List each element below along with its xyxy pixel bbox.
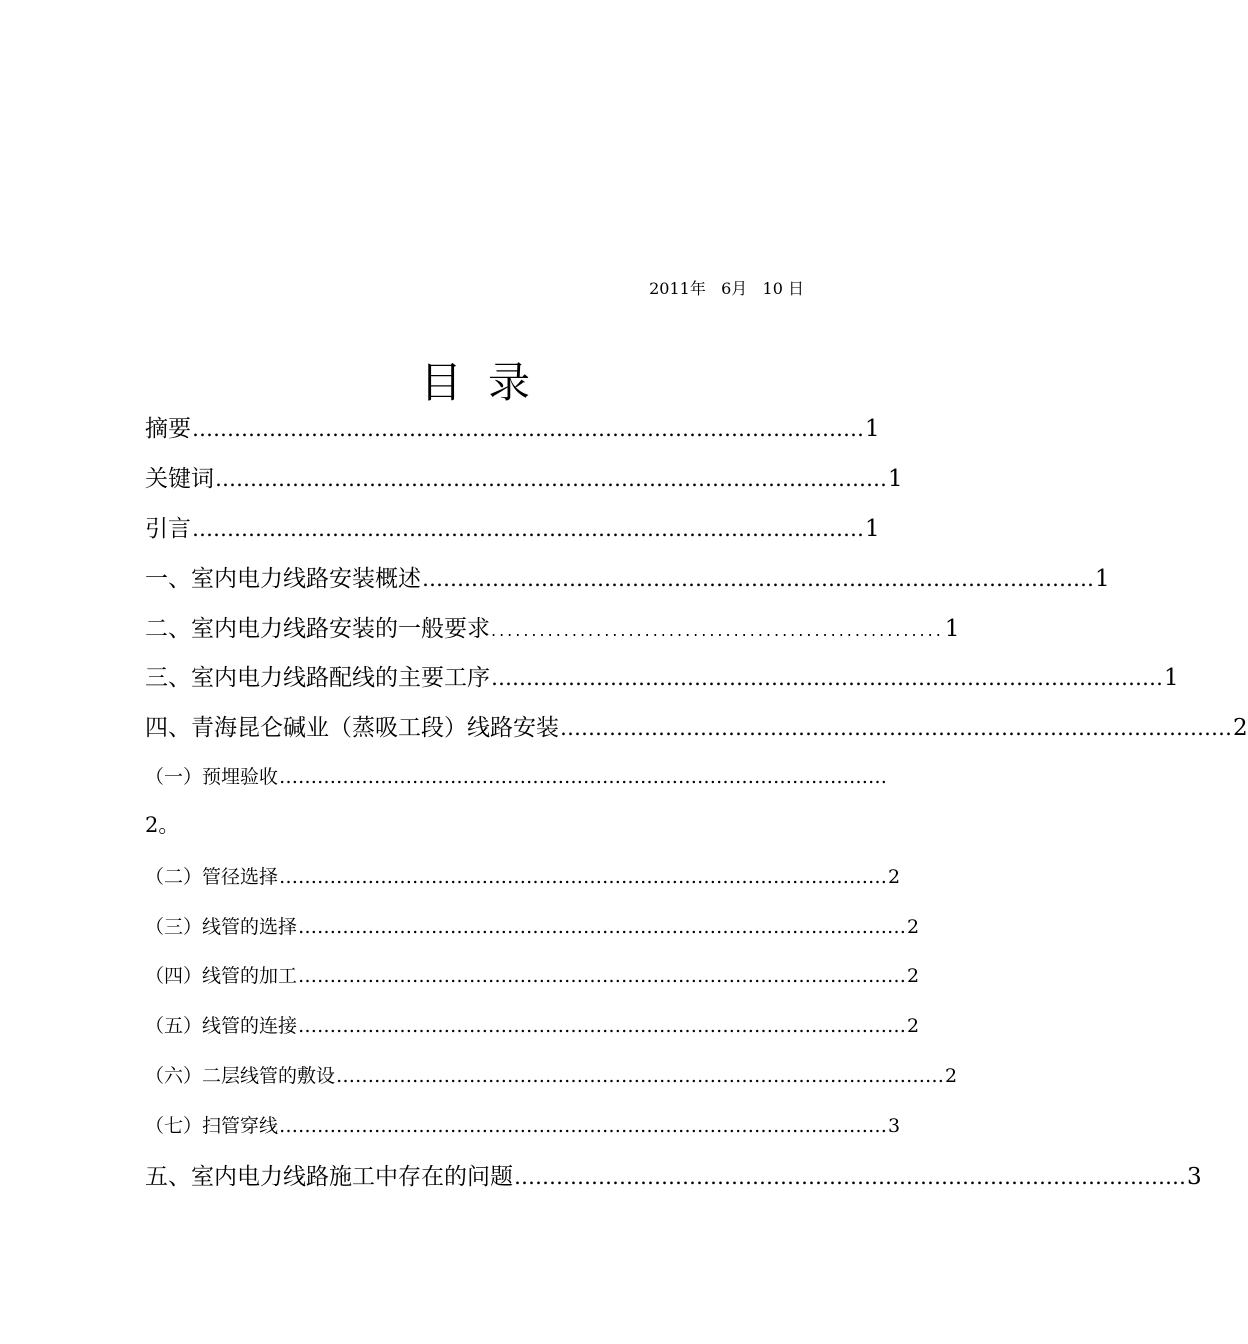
toc-entry-page: 1: [1095, 566, 1110, 592]
toc-entry[interactable]: [145, 709, 1248, 742]
toc-entry-label: 四、青海昆仑碱业（蒸吸工段）线路安装: [145, 715, 559, 741]
document-date: 2011年 6月 10 日: [649, 279, 804, 298]
toc-entry-page: 2: [907, 916, 920, 938]
dot-leader: ……………………………………………………………………………………: [298, 965, 907, 987]
toc-entry-page: 3: [1187, 1164, 1202, 1190]
toc-entry-page: 2: [907, 965, 920, 987]
toc-entry-page: 1: [865, 516, 880, 542]
toc-entry-label: （三）线管的选择: [145, 916, 298, 938]
toc-entry-label: 摘要: [145, 416, 191, 442]
toc-entry-label: （一）预埋验收: [145, 766, 279, 788]
toc-entry-page: 1: [888, 466, 903, 492]
toc-entry-label: （五）线管的连接: [145, 1015, 298, 1037]
toc-entry[interactable]: [145, 961, 920, 988]
dot-leader: ……………………………………………………………………………………: [560, 716, 1232, 740]
toc-entry[interactable]: [145, 1158, 1202, 1191]
toc-entry-page: 3: [888, 1115, 901, 1137]
toc-entry[interactable]: [145, 1111, 901, 1138]
toc-entry[interactable]: [145, 510, 880, 543]
dot-leader: ……………………………………………………………………………………: [279, 1115, 888, 1137]
toc-entry-label: （二）管径选择: [145, 866, 279, 888]
toc-entry[interactable]: [145, 862, 901, 889]
toc-entry[interactable]: [145, 560, 1110, 593]
dot-leader: ……………………………………………………………………………………: [514, 1165, 1186, 1189]
toc-entry[interactable]: [145, 912, 920, 939]
toc-entry-label: 二、室内电力线路安装的一般要求: [145, 616, 490, 642]
dot-leader: ……………………………………………………………………………………: [336, 1065, 945, 1087]
toc-entry[interactable]: [145, 762, 888, 789]
dot-leader: ……………………………………………………………………………………: [215, 467, 887, 491]
toc-entry[interactable]: [145, 610, 960, 643]
toc-entry-label: （六）二层线管的敷设: [145, 1065, 336, 1087]
toc-entry[interactable]: [145, 1011, 920, 1038]
dot-leader: ……………………………………………………………………………………: [192, 417, 864, 441]
toc-entry-page: 2: [907, 1015, 920, 1037]
toc-entry-page: 2: [1233, 715, 1248, 741]
toc-title: 目录: [419, 358, 556, 407]
toc-entry-label: 三、室内电力线路配线的主要工序: [145, 665, 490, 691]
dot-leader: ……………………………………………………………………………………: [298, 1015, 907, 1037]
toc-entry-label: 一、室内电力线路安装概述: [145, 566, 421, 592]
dot-leader: ……………………………………………………………………………………: [491, 666, 1163, 690]
toc-entry-label: 五、室内电力线路施工中存在的问题: [145, 1164, 513, 1190]
toc-entry[interactable]: [145, 1061, 958, 1088]
toc-entry-page: 2: [945, 1065, 958, 1087]
dot-leader: ……………………………………………………………………………………: [298, 916, 907, 938]
dot-leader: ……………………………………………………………………………………: [279, 766, 888, 788]
toc-entry-page: 1: [1164, 665, 1179, 691]
toc-entry-page: 1: [944, 616, 960, 642]
toc-entry-label: 引言: [145, 516, 191, 542]
toc-entry[interactable]: [145, 460, 903, 493]
dot-leader: ……………………………………………………………………………………: [422, 567, 1094, 591]
toc-entry-page: 2: [888, 866, 901, 888]
toc-entry-label: （四）线管的加工: [145, 965, 298, 987]
toc-entry-continuation: 2。: [145, 813, 180, 837]
toc-entry-label: （七）扫管穿线: [145, 1115, 279, 1137]
toc-entry-label: 关键词: [145, 466, 214, 492]
dot-leader: ……………………………………………………………………………………: [279, 866, 888, 888]
toc-entry-page: 1: [865, 416, 880, 442]
toc-entry[interactable]: [145, 659, 1179, 692]
dot-leader: ……………………………………………………………………………………: [192, 517, 864, 541]
toc-entry[interactable]: [145, 410, 880, 443]
dot-leader: ........................................................: [491, 621, 944, 640]
